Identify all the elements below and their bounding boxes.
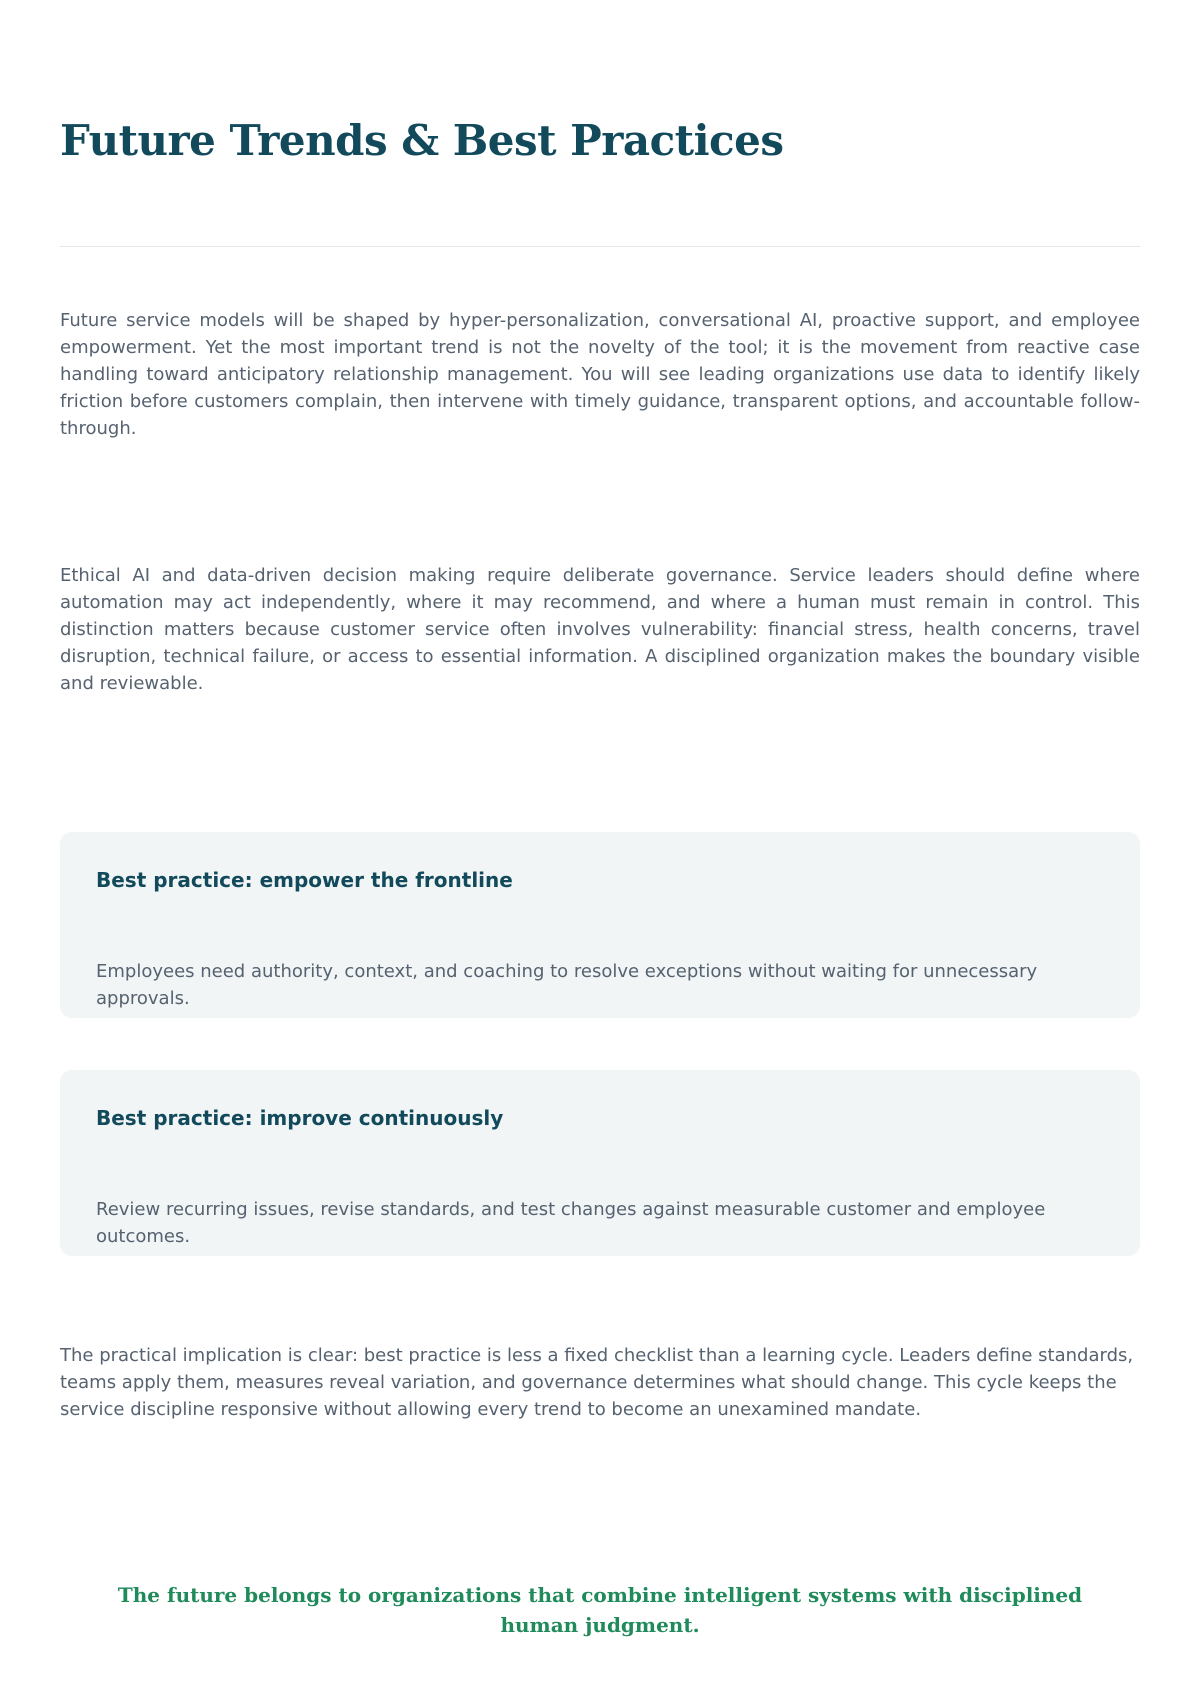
- card-text: Employees need authority, context, and coaching to resolve exceptions without waiting for unnecessary approvals.: [96, 961, 1038, 1009]
- closing-statement: The future belongs to organizations that combine intelligent systems with disciplined human judgment.: [117, 1583, 1083, 1637]
- paragraph-future-service-models: Future service models will be shaped by hyper-personalization, conversational AI, proactive support, and employee empowerment. Yet the most important trend is not the novelty of the tool; it is the movement from reactive case handling toward anticipatory relationship management. You will see leading organizations use data to identify likely friction before customers complain, then intervene with timely guidance, transparent options, and accountable follow-through.: [60, 310, 1140, 439]
- page-title: Future Trends & Best Practices: [60, 116, 784, 165]
- best-practice-card-frontline: [60, 832, 1140, 1018]
- paragraph-ethical-ai: Ethical AI and data-driven decision making require deliberate governance. Service leaders should define where automation may act independently, where it may recommend, and where a human must remain in control. This distinction matters because customer service often involves vulnerability: financial stress, health concerns, travel disruption, technical failure, or access to essential information. A disciplined organization makes the boundary visible and reviewable.: [60, 565, 1140, 694]
- card-text: Review recurring issues, revise standards, and test changes against measurable customer and employee outcomes.: [96, 1199, 1046, 1247]
- best-practice-card-improve: [60, 1070, 1140, 1256]
- paragraph-practical-implication: The practical implication is clear: best practice is less a fixed checklist than a learning cycle. Leaders define standards, teams apply them, measures reveal variation, and governance determines what should change. This cycle keeps the service discipline responsive without allowing every trend to become an unexamined mandate.: [60, 1345, 1134, 1420]
- title-divider: [60, 246, 1140, 247]
- card-title: Best practice: improve continuously: [96, 1106, 504, 1130]
- document-page: [60, 0, 1140, 1696]
- card-title: Best practice: empower the frontline: [96, 868, 513, 892]
